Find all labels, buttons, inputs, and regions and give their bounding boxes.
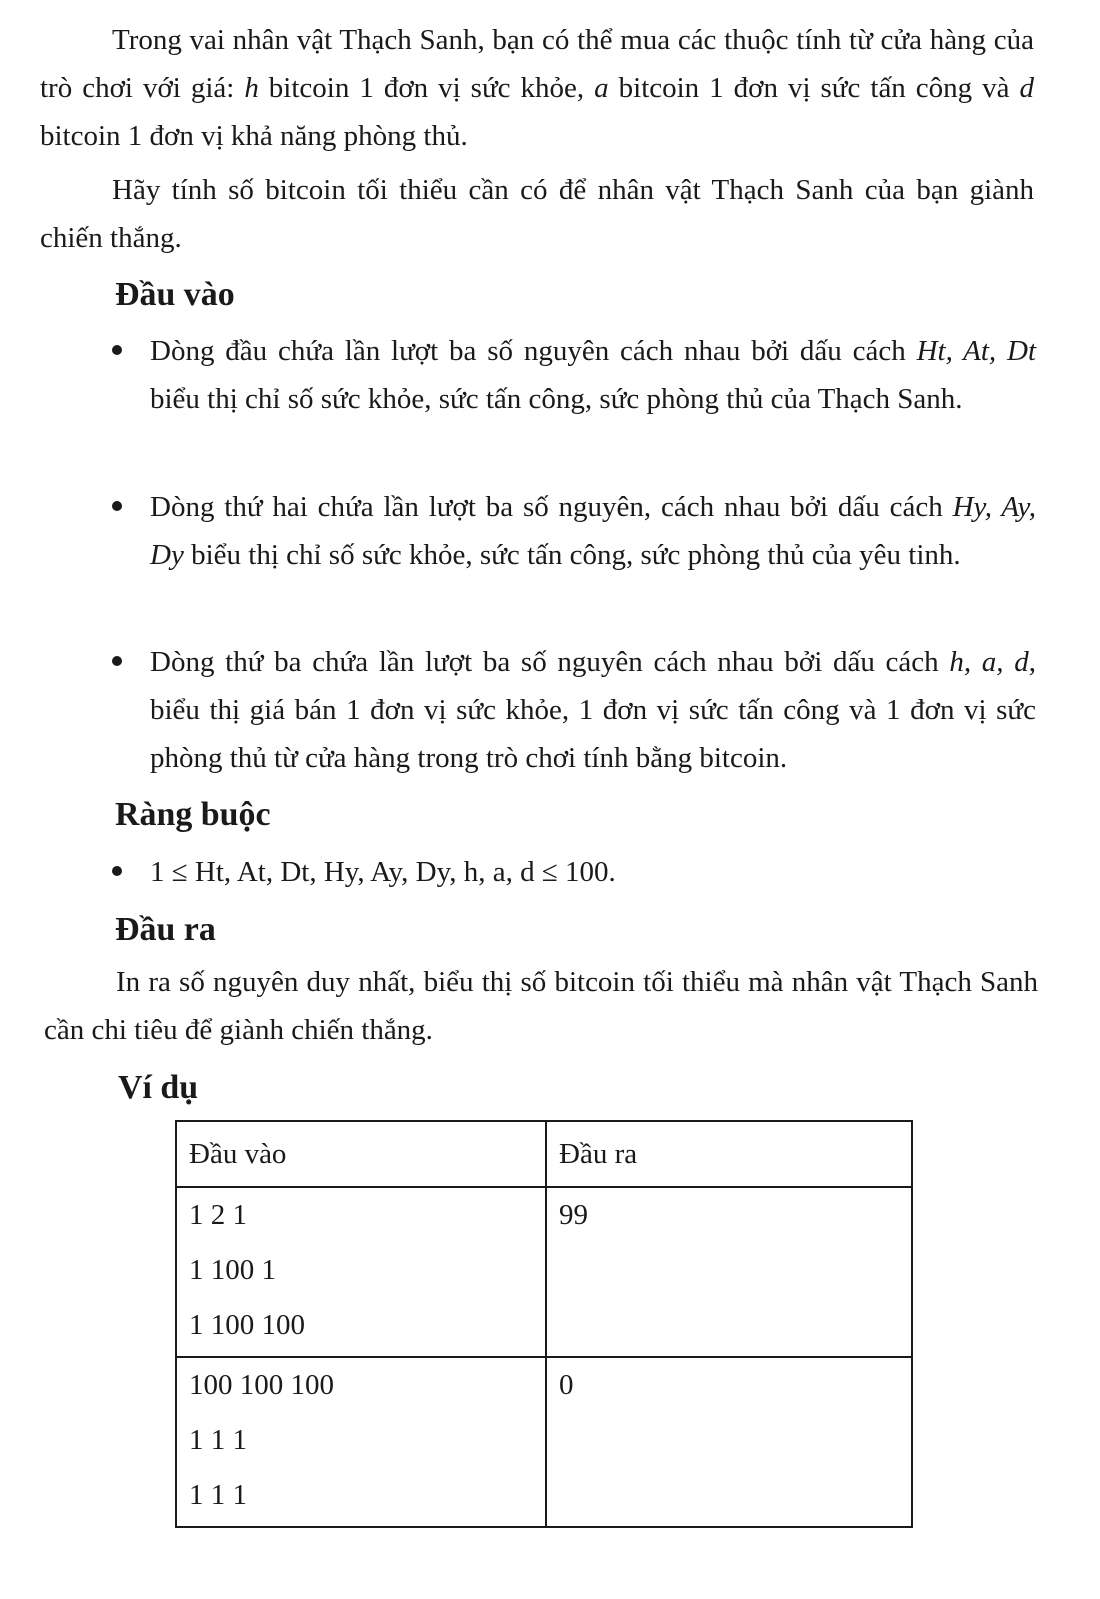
intro-paragraph-2 [40,166,1034,262]
input-line: 1 1 1 [189,1479,247,1511]
bullet-icon [112,501,122,511]
bullet-text: Dòng thứ hai chứa lần lượt ba số nguyên, cách nhau bởi dấu cách Hy, Ay, Dy biểu thị chỉ số sức khỏe, sức tấn công, sức phòng thủ của yêu tinh. [150,491,1036,571]
bullet-text: Dòng đầu chứa lần lượt ba số nguyên cách nhau bởi dấu cách Ht, At, Dt biểu thị chỉ số sức khỏe, sức tấn công, sức phòng thủ của Thạch Sanh. [150,335,1037,415]
intro-text: bitcoin 1 đơn vị sức tấn công và [608,72,1020,104]
output-paragraph [44,958,1038,1054]
intro-text: bitcoin 1 đơn vị sức khỏe, [258,72,595,104]
table-header-row [176,1121,912,1187]
constraint-bullet [112,848,1036,896]
var-d: d [1019,72,1035,104]
var-list: Hy, Ay, Dy [150,491,1036,571]
table-row [176,1357,912,1527]
input-line: 100 100 100 [189,1369,334,1401]
output-heading: Đầu ra [115,911,216,948]
var-list: Ht, At, Dt [916,335,1037,367]
output-value: 99 [559,1199,588,1231]
input-bullet-2 [112,483,1036,579]
input-line: 1 100 1 [189,1254,276,1286]
intro-text: Trong vai nhân vật Thạch Sanh, bạn có thể mua các thuộc tính từ cửa hàng của trò chơi với giá: [40,24,1034,104]
table-header-output: Đầu ra [546,1121,912,1187]
table-cell-output [546,1187,912,1357]
bullet-icon [112,866,122,876]
table-cell-input [176,1187,546,1357]
output-text: In ra số nguyên duy nhất, biểu thị số bitcoin tối thiểu mà nhân vật Thạch Sanh cần chi tiêu để giành chiến thắng. [44,966,1038,1046]
table-cell-output [546,1357,912,1527]
example-table [175,1120,913,1528]
var-a: a [594,72,609,104]
table-row [176,1187,912,1357]
intro-paragraph-1 [40,16,1034,160]
bullet-text: Dòng thứ ba chứa lần lượt ba số nguyên cách nhau bởi dấu cách h, a, d, biểu thị giá bán 1 đơn vị sức khỏe, 1 đơn vị sức tấn công và 1 đơn vị sức phòng thủ từ cửa hàng trong trò chơi tính bằng bitcoin. [150,646,1036,774]
output-value: 0 [559,1369,574,1401]
constraints-heading: Ràng buộc [115,796,271,833]
input-bullet-1 [112,327,1036,423]
input-line: 1 1 1 [189,1424,247,1456]
var-h: h [244,72,259,104]
input-line: 1 2 1 [189,1199,247,1231]
var-list: h, a, d [949,646,1029,678]
input-bullet-3 [112,638,1036,782]
constraint-text: 1 ≤ Ht, At, Dt, Hy, Ay, Dy, h, a, d ≤ 100. [150,856,616,888]
intro-text: bitcoin 1 đơn vị khả năng phòng thủ. [40,120,468,152]
bullet-icon [112,656,122,666]
example-heading: Ví dụ [118,1069,199,1106]
input-heading: Đầu vào [115,276,235,313]
table-cell-input [176,1357,546,1527]
table-header-input: Đầu vào [176,1121,546,1187]
bullet-icon [112,345,122,355]
intro-text: Hãy tính số bitcoin tối thiểu cần có để nhân vật Thạch Sanh của bạn giành chiến thắng. [40,174,1034,254]
input-line: 1 100 100 [189,1309,305,1341]
